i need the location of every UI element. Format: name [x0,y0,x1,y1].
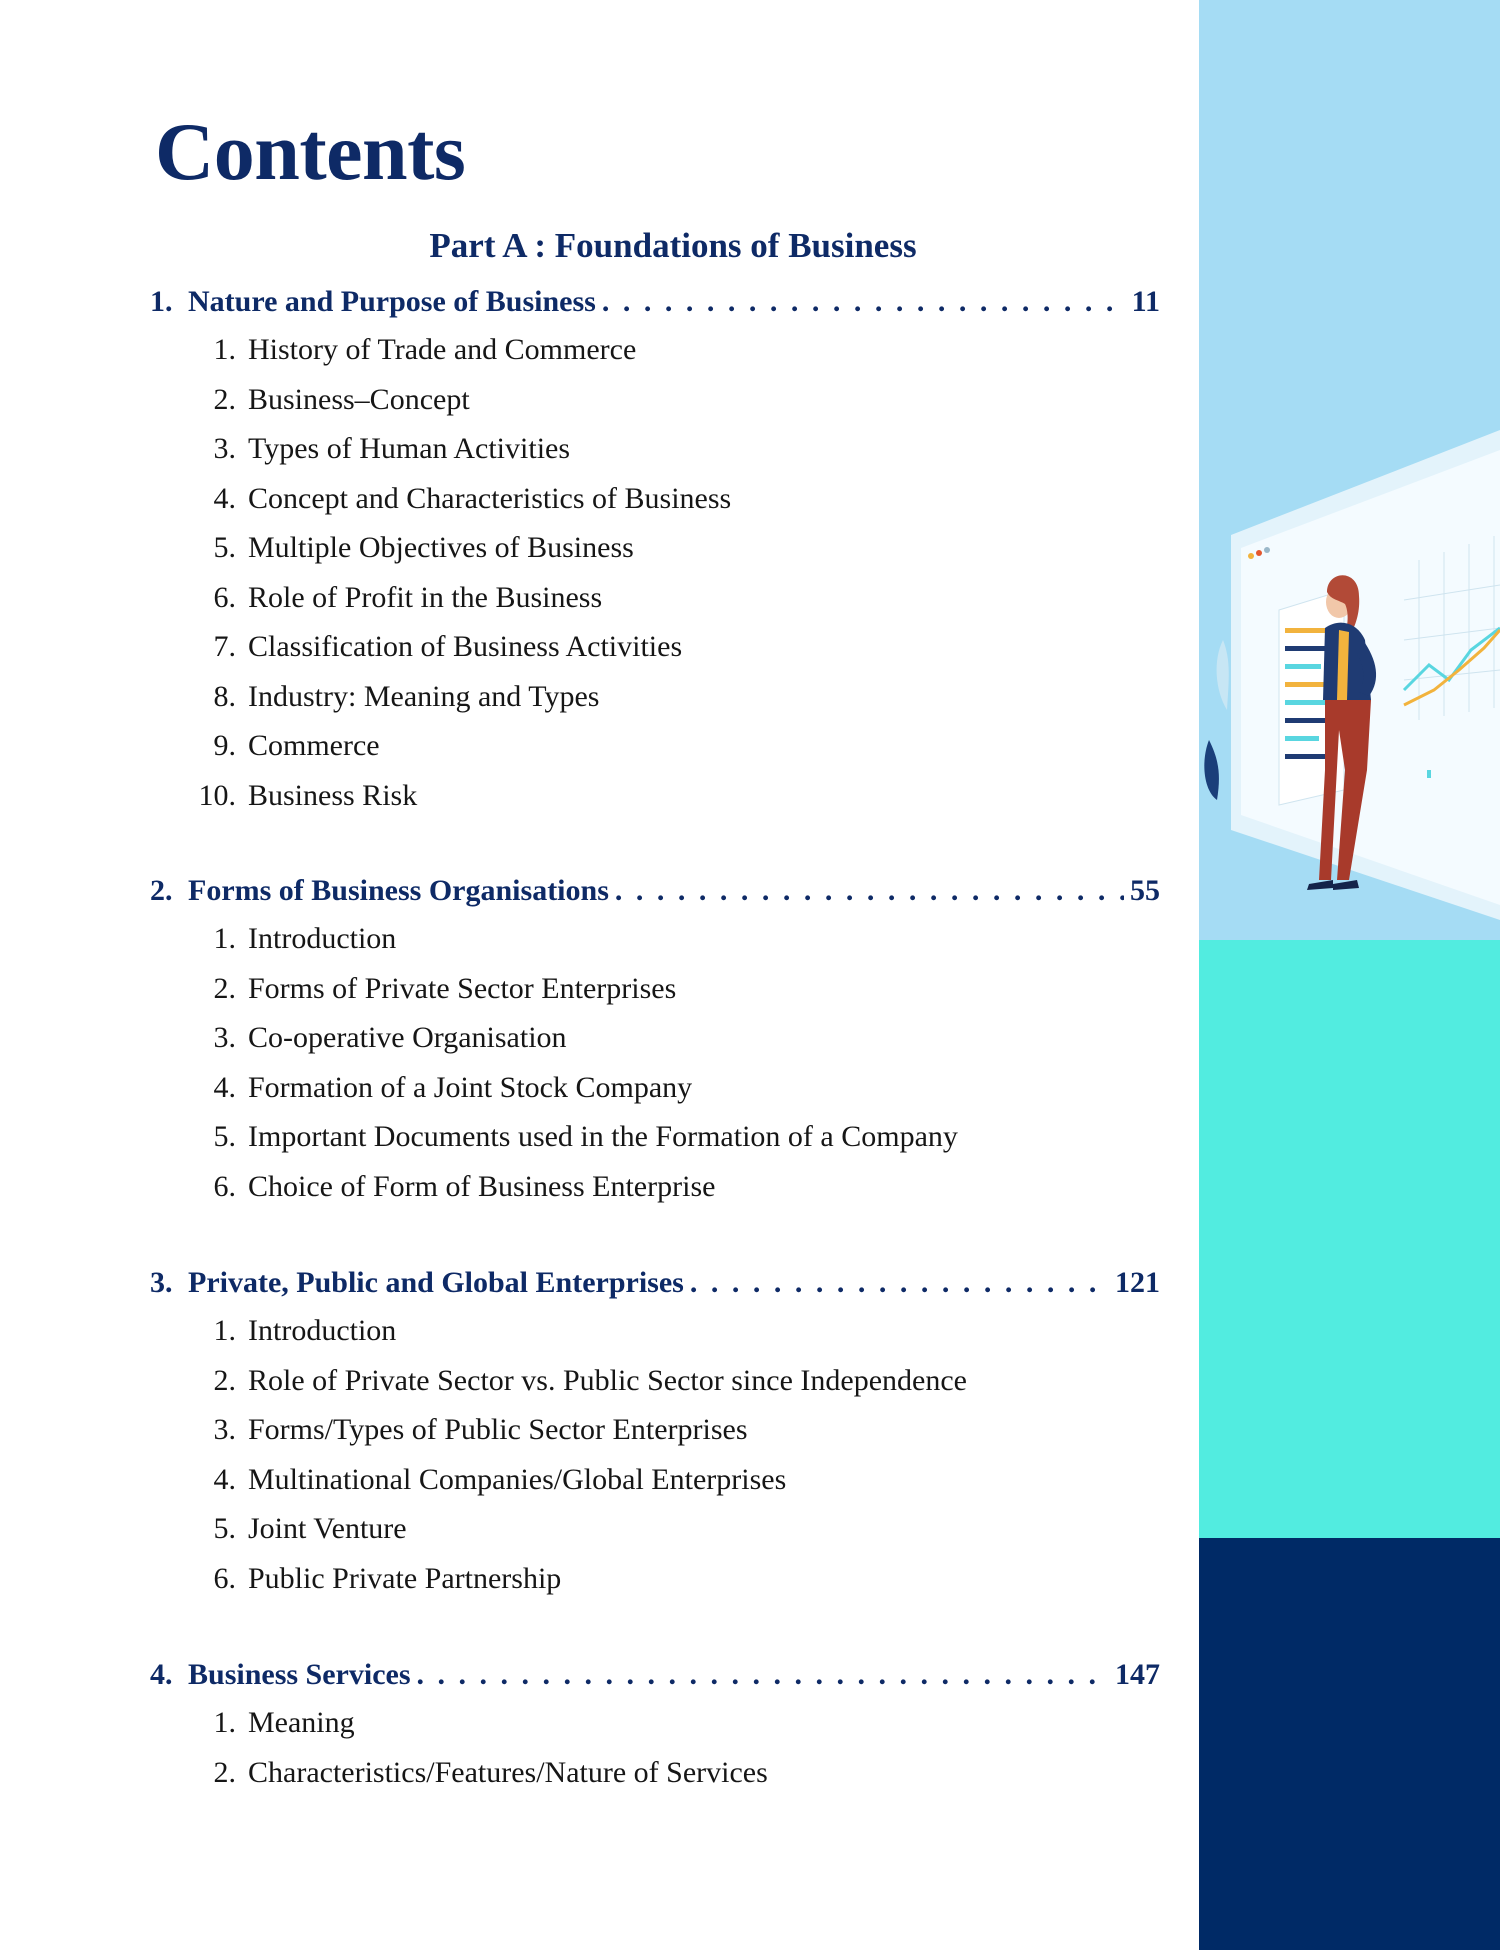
topic-number: 1. [213,333,236,366]
topic-label: Joint Venture [248,1512,407,1545]
bar-7 [1285,736,1319,741]
board-dot-grey [1264,547,1270,553]
topic-number: 5. [213,1120,236,1153]
list-item [150,630,1160,680]
topic-number: 4. [213,481,236,515]
list-item [150,1562,1160,1612]
topic-label: Important Documents used in the Formation of a Company [248,1120,958,1153]
page-title: Contents [155,106,466,197]
woman-top [1337,630,1349,700]
side-band-navy [1199,1538,1500,1950]
list-item [150,383,1160,433]
chapter-4 [150,1658,1160,1805]
topic-number: 3. [213,1413,236,1446]
woman-shoe-left [1307,880,1333,890]
topic-label: Formation of a Joint Stock Company [248,1070,693,1104]
bar-5 [1285,700,1325,705]
list-item [150,581,1160,631]
topic-number: 5. [213,531,236,564]
topic-label: Commerce [248,729,380,762]
chapter-title: Nature and Purpose of Business [188,285,596,318]
list-item [150,680,1160,730]
topic-number: 1. [213,922,236,955]
board-dot-red [1256,550,1262,556]
topic-label: Classification of Business Activities [248,630,683,663]
topic-label: Co-operative Organisation [248,1021,567,1054]
chapter-3 [150,1266,1160,1611]
chapter-title-row[interactable] [150,285,1160,329]
topic-label: Characteristics/Features/Nature of Services [248,1755,768,1789]
chapter-page-number: 11 [1131,285,1160,318]
topic-label: Forms of Private Sector Enterprises [248,971,677,1005]
topic-label: Forms/Types of Public Sector Enterprises [248,1413,748,1446]
topic-label: Introduction [248,922,397,955]
topic-label: Role of Private Sector vs. Public Sector since Independence [248,1363,967,1397]
woman-shoe-right [1333,880,1359,890]
bar-8 [1285,754,1331,759]
dot-leader [602,285,1126,319]
list-item [150,1756,1160,1806]
chapter-number: 4. [150,1658,173,1691]
topic-label: Multiple Objectives of Business [248,531,634,564]
list-item [150,531,1160,581]
topic-number: 4. [213,1462,236,1496]
list-item [150,1314,1160,1364]
list-item [150,972,1160,1022]
topic-label: Role of Profit in the Business [248,580,603,614]
chapter-title: Forms of Business Organisations [188,874,609,907]
topic-number: 2. [213,1363,236,1397]
chapter-number: 2. [150,874,173,907]
list-item [150,1463,1160,1513]
businesswoman-chart-illustration [1199,0,1500,940]
topic-label: History of Trade and Commerce [248,333,637,366]
topic-label: Types of Human Activities [248,432,571,465]
topic-number: 2. [213,1755,236,1789]
topic-list [150,1706,1160,1805]
chapter-title-row[interactable] [150,874,1160,918]
dot-leader [417,1658,1109,1692]
side-band-light-blue [1199,0,1500,940]
topic-number: 6. [213,1169,236,1203]
list-item [150,1021,1160,1071]
side-band-aqua [1199,940,1500,1538]
list-item [150,1512,1160,1562]
topic-number: 4. [213,1070,236,1104]
topic-number: 8. [213,679,236,713]
topic-number: 1. [213,1706,236,1739]
topic-label: Business–Concept [248,382,470,416]
list-item [150,779,1160,829]
chapter-number: 3. [150,1266,173,1299]
chapter-title-row[interactable] [150,1658,1160,1702]
plant-leaf-1 [1217,640,1229,710]
topic-number: 6. [213,580,236,614]
plant-leaf-2 [1204,740,1219,800]
list-item [150,432,1160,482]
dot-leader [615,874,1124,908]
topic-number: 5. [213,1512,236,1545]
bar-1 [1285,628,1329,633]
topic-label: Meaning [248,1706,355,1739]
topic-list [150,1314,1160,1611]
topic-number: 2. [213,382,236,416]
topic-number: 6. [213,1561,236,1595]
chapter-title: Private, Public and Global Enterprises [188,1266,684,1299]
list-item [150,482,1160,532]
chapter-number: 1. [150,285,173,318]
list-item [150,922,1160,972]
topic-number: 7. [213,630,236,663]
topic-label: Business Risk [248,778,418,812]
bar-3 [1285,664,1321,669]
dot-leader [690,1266,1109,1300]
topic-list [150,333,1160,828]
list-item [150,1706,1160,1756]
topic-number: 3. [213,432,236,465]
topic-label: Concept and Characteristics of Business [248,481,732,515]
topic-number: 9. [213,729,236,762]
list-item [150,729,1160,779]
chapter-1 [150,285,1160,828]
topic-label: Public Private Partnership [248,1561,562,1595]
list-item [150,1413,1160,1463]
list-item [150,1071,1160,1121]
topic-number: 3. [213,1021,236,1054]
chapter-title: Business Services [188,1658,411,1691]
chapter-page-number: 55 [1130,874,1160,907]
topic-label: Choice of Form of Business Enterprise [248,1169,716,1203]
list-item [150,1170,1160,1220]
topic-label: Introduction [248,1314,397,1347]
list-item [150,1364,1160,1414]
list-item [150,333,1160,383]
topic-number: 2. [213,971,236,1005]
list-item [150,1120,1160,1170]
topic-label: Multinational Companies/Global Enterprises [248,1462,787,1496]
topic-number: 1. [213,1314,236,1347]
board-mark [1427,770,1431,778]
part-heading: Part A : Foundations of Business [429,226,917,265]
chapter-page-number: 121 [1115,1266,1160,1299]
board-dot-yellow [1248,553,1254,559]
chapter-2 [150,874,1160,1219]
chapter-title-row[interactable] [150,1266,1160,1310]
topic-label: Industry: Meaning and Types [248,679,600,713]
topic-number: 10. [198,778,236,812]
chapter-page-number: 147 [1115,1658,1160,1691]
topic-list [150,922,1160,1219]
